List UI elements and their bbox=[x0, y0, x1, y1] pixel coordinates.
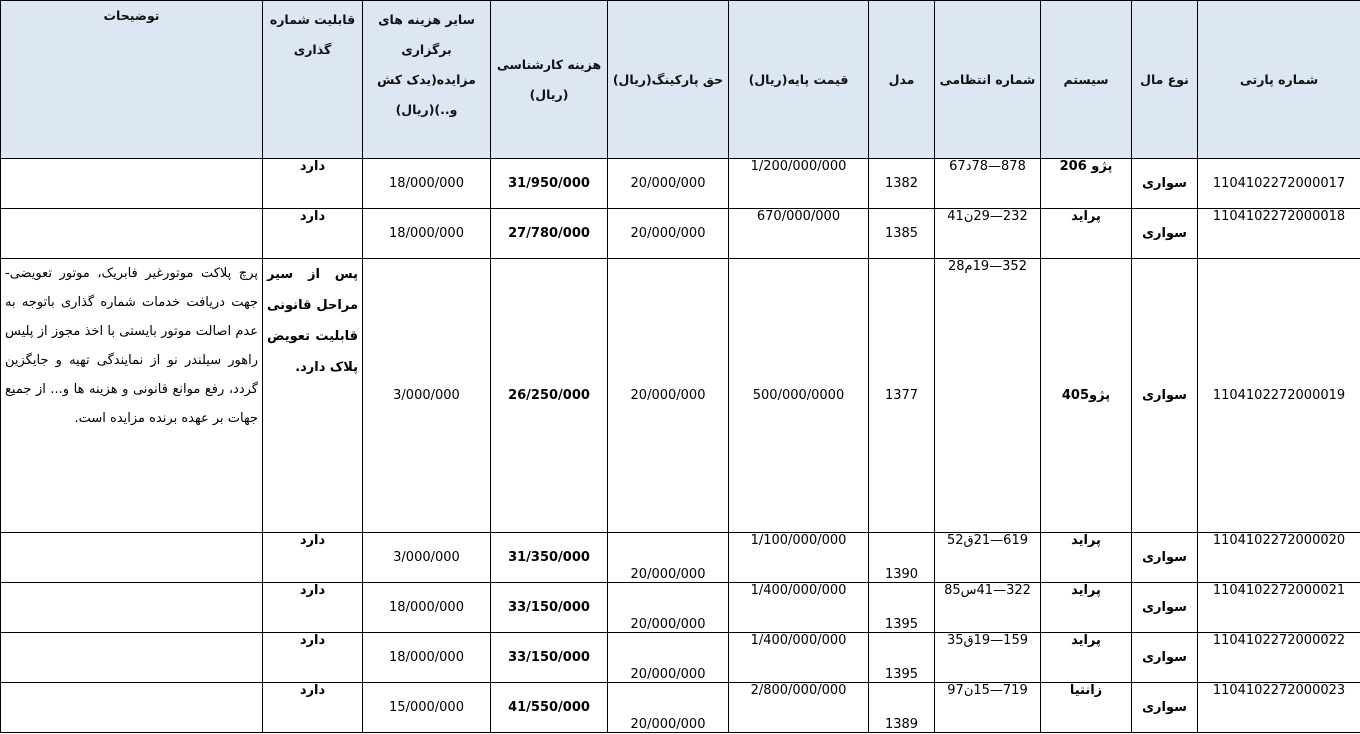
party-number-cell: 1104102272000022 bbox=[1198, 633, 1360, 683]
system-cell: پراید bbox=[1041, 209, 1132, 259]
numbering-capability-cell: دارد bbox=[263, 159, 363, 209]
other-costs-cell: 3/000/000 bbox=[363, 259, 491, 533]
description-cell bbox=[1, 683, 263, 733]
parking-fee-cell: 20/000/000 bbox=[608, 683, 729, 733]
other-costs-cell: 3/000/000 bbox=[363, 533, 491, 583]
model-cell: 1390 bbox=[869, 533, 935, 583]
party-number-cell: 1104102272000023 bbox=[1198, 683, 1360, 733]
col-header-model: مدل bbox=[869, 1, 935, 159]
party-number-cell: 1104102272000018 bbox=[1198, 209, 1360, 259]
system-cell: پراید bbox=[1041, 633, 1132, 683]
system-cell: زانتیا bbox=[1041, 683, 1132, 733]
plate-number-cell: 619—21ق52 bbox=[935, 533, 1041, 583]
plate-number-cell: 352—19م28 bbox=[935, 259, 1041, 533]
description-cell bbox=[1, 209, 263, 259]
numbering-capability-cell: دارد bbox=[263, 633, 363, 683]
expert-fee-cell: 41/550/000 bbox=[491, 683, 608, 733]
system-cell: پراید bbox=[1041, 533, 1132, 583]
expert-fee-cell: 31/350/000 bbox=[491, 533, 608, 583]
plate-number-cell: 159—19ق35 bbox=[935, 633, 1041, 683]
table-row bbox=[1, 633, 1360, 683]
other-costs-cell: 18/000/000 bbox=[363, 209, 491, 259]
item-type-cell: سواری bbox=[1132, 583, 1198, 633]
parking-fee-cell: 20/000/000 bbox=[608, 583, 729, 633]
item-type-cell: سواری bbox=[1132, 683, 1198, 733]
numbering-capability-cell: دارد bbox=[263, 683, 363, 733]
plate-number-cell: 719—15ن97 bbox=[935, 683, 1041, 733]
other-costs-cell: 18/000/000 bbox=[363, 159, 491, 209]
item-type-cell: سواری bbox=[1132, 633, 1198, 683]
table-row bbox=[1, 159, 1360, 209]
parking-fee-cell: 20/000/000 bbox=[608, 533, 729, 583]
model-cell: 1382 bbox=[869, 159, 935, 209]
base-price-cell: 500/000/0000 bbox=[729, 259, 869, 533]
description-cell: پرچ پلاکت موتورغیر فابریک، موتور تعویضی-جهت دریافت خدمات شماره گذاری باتوجه به عدم اصالت موتور بایستی با اخذ مجوز از پلیس راهور سیلندر نو از نمایندگی تهیه و جایگزین گردد، رفع موانع قانونی و هزینه ها و... از جمیع جهات بر عهده برنده مزایده است. bbox=[1, 259, 263, 533]
model-cell: 1395 bbox=[869, 633, 935, 683]
base-price-cell: 1/400/000/000 bbox=[729, 583, 869, 633]
table-row bbox=[1, 533, 1360, 583]
parking-fee-cell: 20/000/000 bbox=[608, 259, 729, 533]
col-header-description: توضیحات bbox=[1, 1, 263, 159]
parking-fee-cell: 20/000/000 bbox=[608, 159, 729, 209]
col-header-item-type: نوع مال bbox=[1132, 1, 1198, 159]
numbering-capability-cell: پس از سیر مراحل قانونی قابلیت تعویض پلاک دارد. bbox=[263, 259, 363, 533]
party-number-cell: 1104102272000021 bbox=[1198, 583, 1360, 633]
other-costs-cell: 18/000/000 bbox=[363, 633, 491, 683]
col-header-plate-number: شماره انتظامی bbox=[935, 1, 1041, 159]
plate-number-cell: 878—78د67 bbox=[935, 159, 1041, 209]
model-cell: 1377 bbox=[869, 259, 935, 533]
expert-fee-cell: 33/150/000 bbox=[491, 583, 608, 633]
col-header-party-number: شماره پارتی bbox=[1198, 1, 1360, 159]
numbering-capability-cell: دارد bbox=[263, 533, 363, 583]
plate-number-cell: 322—41س85 bbox=[935, 583, 1041, 633]
table-row bbox=[1, 683, 1360, 733]
table-row bbox=[1, 209, 1360, 259]
col-header-expert-fee: هزینه کارشناسی (ریال) bbox=[491, 1, 608, 159]
numbering-capability-cell: دارد bbox=[263, 583, 363, 633]
item-type-cell: سواری bbox=[1132, 259, 1198, 533]
item-type-cell: سواری bbox=[1132, 209, 1198, 259]
base-price-cell: 2/800/000/000 bbox=[729, 683, 869, 733]
col-header-numbering-capability: قابلیت شماره گذاری bbox=[263, 1, 363, 159]
plate-number-cell: 232—29ن41 bbox=[935, 209, 1041, 259]
expert-fee-cell: 31/950/000 bbox=[491, 159, 608, 209]
parking-fee-cell: 20/000/000 bbox=[608, 209, 729, 259]
col-header-other-costs: سایر هزینه های برگزاری مزایده(یدک کش و..)(ریال) bbox=[363, 1, 491, 159]
party-number-cell: 1104102272000019 bbox=[1198, 259, 1360, 533]
parking-fee-cell: 20/000/000 bbox=[608, 633, 729, 683]
numbering-capability-cell: دارد bbox=[263, 209, 363, 259]
description-cell bbox=[1, 583, 263, 633]
expert-fee-cell: 26/250/000 bbox=[491, 259, 608, 533]
item-type-cell: سواری bbox=[1132, 533, 1198, 583]
model-cell: 1395 bbox=[869, 583, 935, 633]
description-cell bbox=[1, 533, 263, 583]
description-cell bbox=[1, 633, 263, 683]
system-cell: پراید bbox=[1041, 583, 1132, 633]
table-row bbox=[1, 259, 1360, 533]
model-cell: 1385 bbox=[869, 209, 935, 259]
col-header-base-price: قیمت پایه(ریال) bbox=[729, 1, 869, 159]
description-cell bbox=[1, 159, 263, 209]
expert-fee-cell: 27/780/000 bbox=[491, 209, 608, 259]
expert-fee-cell: 33/150/000 bbox=[491, 633, 608, 683]
col-header-parking-fee: حق پارکینگ(ریال) bbox=[608, 1, 729, 159]
other-costs-cell: 15/000/000 bbox=[363, 683, 491, 733]
header-row bbox=[1, 1, 1360, 159]
party-number-cell: 1104102272000020 bbox=[1198, 533, 1360, 583]
model-cell: 1389 bbox=[869, 683, 935, 733]
base-price-cell: 1/100/000/000 bbox=[729, 533, 869, 583]
item-type-cell: سواری bbox=[1132, 159, 1198, 209]
col-header-system: سیستم bbox=[1041, 1, 1132, 159]
system-cell: پژو 206 bbox=[1041, 159, 1132, 209]
table-row bbox=[1, 583, 1360, 633]
system-cell: پژو405 bbox=[1041, 259, 1132, 533]
other-costs-cell: 18/000/000 bbox=[363, 583, 491, 633]
party-number-cell: 1104102272000017 bbox=[1198, 159, 1360, 209]
base-price-cell: 1/400/000/000 bbox=[729, 633, 869, 683]
base-price-cell: 670/000/000 bbox=[729, 209, 869, 259]
base-price-cell: 1/200/000/000 bbox=[729, 159, 869, 209]
